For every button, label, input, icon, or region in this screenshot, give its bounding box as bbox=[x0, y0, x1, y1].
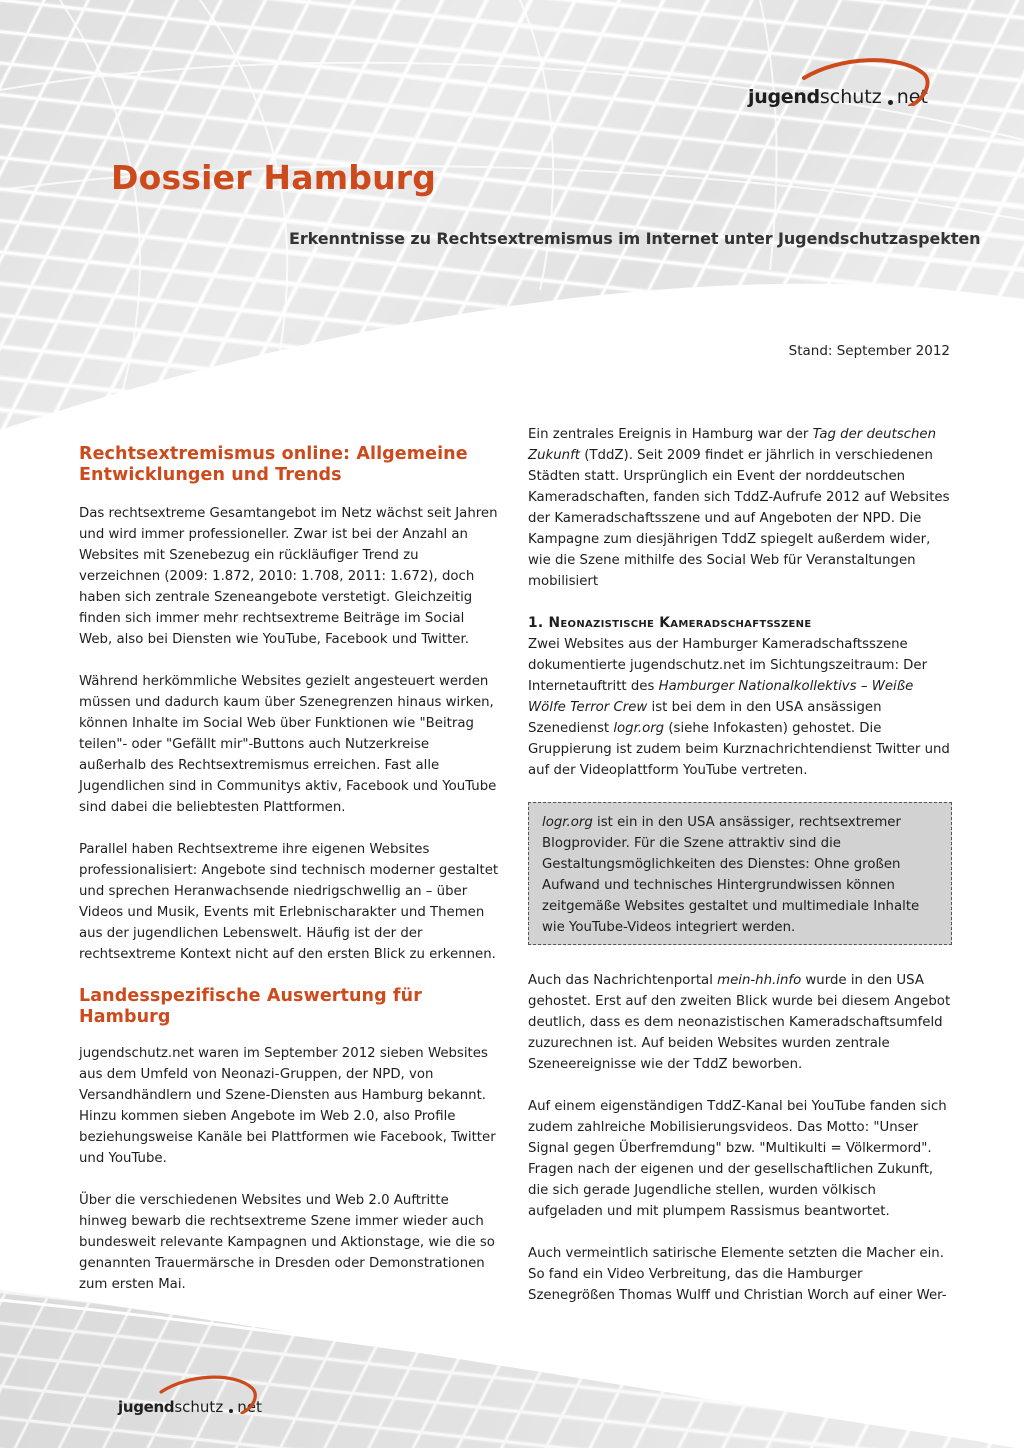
right-column bbox=[528, 424, 952, 1327]
paragraph: Während herkömmliche Websites gezielt angesteuert werden müssen und dadurch kaum über Szenegrenzen hinaus wirken, können Inhalte im Social Web über Funktionen wie "Beitrag teilen"- oder "Gefällt mir"-Buttons auch Nutzerkreise außerhalb des Rechtsextremismus erreichen. Fast alle Jugendlichen sind in Communitys aktiv, Facebook und YouTube sind dabei die beliebtesten Plattformen. bbox=[79, 674, 497, 815]
brand-logo-top[interactable] bbox=[748, 86, 928, 108]
page-title: Dossier Hamburg bbox=[111, 158, 437, 197]
portal-name: mein-hh.info bbox=[717, 973, 802, 988]
section-heading-hamburg: Landesspezifische Auswertung für Hamburg bbox=[79, 986, 422, 1027]
page-subtitle: Erkenntnisse zu Rechtsextremismus im Internet unter Jugendschutzaspekten bbox=[289, 229, 981, 248]
logo-net: net bbox=[896, 86, 928, 108]
logo-net: net bbox=[237, 1398, 262, 1416]
info-box-text: logr.org ist ein in den USA ansässiger, rechtsextremer Blogprovider. Für die Szene attraktiv sind die Gestaltungsmöglichkeiten des Dienstes: Ohne großen Aufwand und technisches Hintergrundwissen können zeitgemäße Websites gestaltet und multimediale Inhalte wie YouTube-Videos integriert werden. bbox=[542, 815, 920, 935]
date-stamp: Stand: September 2012 bbox=[788, 343, 950, 359]
left-column bbox=[79, 444, 499, 1316]
paragraph: Auf einem eigenständigen TddZ-Kanal bei YouTube fanden sich zudem zahlreiche Mobilisierungsvideos. Das Motto: "Unser Signal gegen Überfremdung" bzw. "Multikulti = Völkermord". Fragen nach der eigenen und der gesellschaftlichen Zukunft, die sich gerade Jugendliche stellen, wurden völkisch aufgeladen und mit plumpem Rassismus beantwortet. bbox=[528, 1099, 947, 1219]
service-name: logr.org bbox=[613, 721, 665, 736]
event-name: Tag der deutschen Zukunft bbox=[528, 427, 937, 463]
paragraph: Das rechtsextreme Gesamtangebot im Netz wächst seit Jahren und wird immer professioneller. Zwar ist bei der Anzahl an Websites mit Szenebezug ein rückläufiger Trend zu verzeichnen (2009: 1.872, 2010: 1.708, 2011: 1.672), doch haben sich zentrale Szeneangebote verstetigt. Gleichzeitig finden sich immer mehr rechtsextreme Beiträge im Social Web, also bei Diensten wie YouTube, Facebook und Twitter. bbox=[79, 506, 498, 647]
info-box bbox=[528, 802, 952, 945]
logo-arc-icon bbox=[800, 56, 930, 106]
logo-schutz: schutz bbox=[174, 1398, 224, 1416]
logo-dot bbox=[888, 100, 893, 105]
logo-jugend: jugend bbox=[748, 86, 820, 108]
brand-logo-footer[interactable] bbox=[118, 1398, 262, 1416]
subsection-heading: 1. Neonazistische Kameradschaftsszene bbox=[528, 615, 812, 631]
logo-jugend: jugend bbox=[118, 1398, 175, 1416]
paragraph: Ein zentrales Ereignis in Hamburg war der Tag der deutschen Zukunft (TddZ). Seit 2009 findet er jährlich in verschiedenen Städten statt. Ursprünglich ein Event der norddeutschen Kameradschaften, fanden sich TddZ-Aufrufe 2012 auf Websites der Kameradschaftsszene und auf Angeboten der NPD. Die Kampagne zum diesjährigen TddZ spiegelt außerdem wider, wie die Szene mithilfe des Social Web für Veranstaltungen mobilisiert bbox=[528, 427, 950, 589]
paragraph: Auch vermeintlich satirische Elemente setzten die Macher ein. So fand ein Video Verbreitung, das die Hamburger Szenegrößen Thomas Wulff und Christian Worch auf einer Wer- bbox=[528, 1246, 947, 1303]
paragraph: Parallel haben Rechtsextreme ihre eigenen Websites professionalisiert: Angebote sind technisch moderner gestaltet und sprechen Heranwachsende niedrigschwellig an – über Videos und Musik, Events mit Erlebnischarakter und Themen aus der jugendlichen Lebenswelt. Häufig ist der der rechtsextreme Kontext nicht auf den ersten Blick zu erkennen. bbox=[79, 842, 499, 962]
paragraph: Zwei Websites aus der Hamburger Kameradschaftsszene dokumentierte jugendschutz.net im Sichtungszeitraum: Der Internetauftritt des Hamburger Nationalkollektivs – Weiße Wölfe Terror Crew ist bei dem in den USA ansässigen Szenedienst logr.org (siehe Infokasten) gehostet. Die Gruppierung ist zudem beim Kurznachrichtendienst Twitter und auf der Videoplattform YouTube vertreten. bbox=[528, 637, 950, 778]
paragraph: jugendschutz.net waren im September 2012 sieben Websites aus dem Umfeld von Neonazi-Gruppen, der NPD, von Versandhändlern und Szene-Diensten aus Hamburg bekannt. Hinzu kommen sieben Angebote im Web 2.0, also Profile beziehungsweise Kanäle bei Plattformen wie Facebook, Twitter und YouTube. bbox=[79, 1046, 496, 1166]
logo-arc-icon bbox=[158, 1374, 258, 1414]
paragraph: Über die verschiedenen Websites und Web 2.0 Auftritte hinweg bewarb die rechtsextreme Szene immer wieder auch bundesweit relevante Kampagnen und Aktionstage, wie die so genannten Trauermärsche in Dresden oder Demonstrationen zum ersten Mai. bbox=[79, 1193, 495, 1292]
paragraph: Auch das Nachrichtenportal mein-hh.info wurde in den USA gehostet. Erst auf den zweiten Blick wurde bei diesem Angebot deutlich, dass es dem neonazistischen Kameradschaftsumfeld zuzurechnen ist. Auf beiden Websites wurden zentrale Szeneereignisse wie der TddZ beworben. bbox=[528, 973, 951, 1072]
group-name: Hamburger Nationalkollektivs – Weiße Wölfe Terror Crew bbox=[528, 679, 914, 715]
logo-schutz: schutz bbox=[819, 86, 882, 108]
section-heading-trends: Rechtsextremismus online: Allgemeine Entwicklungen und Trends bbox=[79, 444, 468, 485]
